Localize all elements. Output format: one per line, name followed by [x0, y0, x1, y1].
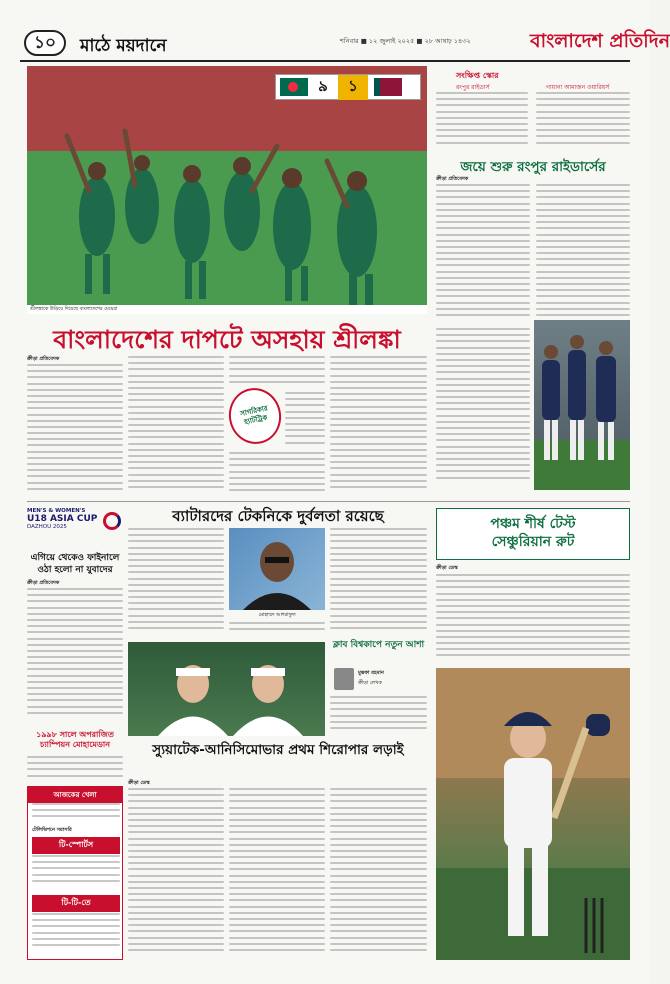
tv-schedule-box	[27, 786, 123, 960]
wimbledon-text-col1	[128, 788, 224, 960]
test-headline-line2: সেঞ্চুরিয়ান রুট	[491, 534, 575, 550]
tv-schedule-2	[32, 913, 120, 957]
author-avatar	[334, 668, 354, 690]
date-line: শনিবার ■ ১২ জুলাই ২০২৫ ■ ২৮ আষাঢ় ১৪৩২	[340, 37, 471, 45]
asia-cup-logo-line3: DAZHOU 2025	[27, 524, 67, 530]
main-text-col1	[27, 364, 123, 498]
wimbledon-headline: স্যুয়াটেক-আনিসিমোভার প্রথম শিরোপার লড়াই	[152, 742, 404, 758]
scoreboard-box	[436, 66, 630, 154]
rangpur-headline: জয়ে শুরু রংপুর রাইডার্সের	[460, 159, 606, 175]
team-b-name: গায়ানা আমাজন ওয়ারিয়র্স	[546, 84, 610, 91]
tv-subtitle: টেলিভিশনে সরাসরি	[32, 827, 72, 833]
tv-channel-2: টি-টি-তে	[32, 895, 120, 912]
club-wc-author-role: ক্রীড়া লেখক	[358, 681, 382, 686]
main-text-col2	[128, 356, 224, 498]
main-photo-caption: শ্রীলঙ্কাকে উড়িয়ে দিয়েছে বাংলাদেশের মেয়েরা	[27, 305, 427, 314]
main-text-col3	[229, 356, 325, 386]
score-away: ১	[338, 75, 368, 100]
club-wc-author: মুস্তফা রহমান	[358, 670, 384, 676]
main-text-col3c	[229, 452, 325, 498]
rangpur-text-col3	[436, 328, 530, 488]
club-wc-headline: ক্লাব বিশ্বকাপে নতুন আশা	[332, 640, 425, 650]
scoreboard-text-a	[436, 92, 528, 148]
test-headline-line1: পঞ্চম শীর্ষ টেস্ট	[490, 516, 576, 532]
archive-headline: ১৯৯৮ সালে অপরাজিত চ্যাম্পিয়ন মোহামেডান	[36, 730, 114, 749]
score-board	[275, 74, 421, 100]
batting-text-col2	[330, 528, 427, 636]
football-celebration-photo	[27, 66, 427, 314]
wimbledon-text-col3	[330, 788, 427, 960]
main-byline: ক্রীড়া প্রতিবেদক	[27, 356, 60, 362]
masthead-logo: বাংলাদেশ প্রতিদিন	[530, 30, 670, 52]
asia-cup-logo-line1: MEN'S & WOMEN'S	[27, 508, 86, 514]
asia-cup-logo-line2: U18 ASIA CUP	[27, 514, 98, 524]
sri-lanka-flag-icon	[374, 78, 402, 96]
wimbledon-text-col2	[229, 788, 325, 960]
test-byline: ক্রীড়া ডেস্ক	[436, 565, 458, 571]
page-number-badge	[24, 30, 66, 56]
batting-text-col3	[229, 622, 325, 636]
cricketers-illustration	[534, 320, 630, 490]
test-text	[436, 574, 630, 664]
players-illustration	[27, 66, 427, 314]
main-text-col3b	[285, 392, 325, 452]
club-wc-text	[330, 696, 427, 736]
header-rule	[20, 60, 630, 62]
asia-cup-emblem-icon	[103, 512, 121, 530]
hattrick-badge	[224, 383, 287, 449]
scoreboard-label: সংক্ষিপ্ত স্কোর	[456, 71, 499, 80]
test-headline-box	[436, 508, 630, 560]
page-header	[20, 24, 670, 62]
score-home: ৯	[318, 76, 328, 95]
section-divider	[27, 501, 630, 502]
tennis-illustration	[128, 642, 325, 736]
rangpur-text-col2	[536, 184, 630, 320]
tv-schedule-1	[32, 855, 120, 891]
cricket-team-photo	[534, 320, 630, 490]
asia-cup-text	[27, 588, 123, 720]
joe-root-photo	[436, 668, 630, 960]
batting-text-col1	[128, 528, 224, 636]
tv-intro-text	[32, 803, 120, 825]
tennis-players-photo	[128, 642, 325, 736]
hattrick-badge-text: সাগরিকার হ্যাটট্রিক	[239, 404, 269, 427]
ashraful-caption: মোহাম্মদ আশরাফুল	[258, 613, 296, 618]
main-text-col4	[330, 356, 427, 498]
batsman-illustration	[436, 668, 630, 960]
asia-cup-byline: ক্রীড়া প্রতিবেদক	[27, 580, 60, 586]
section-title: মাঠে ময়দানে	[80, 36, 167, 56]
asia-cup-logo	[27, 508, 123, 550]
rangpur-byline: ক্রীড়া প্রতিবেদক	[436, 176, 469, 182]
main-headline: বাংলাদেশের দাপটে অসহায় শ্রীলঙ্কা	[53, 325, 401, 354]
page-number: ১০	[33, 33, 57, 53]
asia-cup-headline: এগিয়ে থেকেও ফাইনালে ওঠা হলো না যুবাদের	[30, 553, 120, 575]
wimbledon-byline: ক্রীড়া ডেস্ক	[128, 780, 150, 786]
archive-text	[27, 756, 123, 780]
batting-headline: ব্যাটারদের টেকনিকে দুর্বলতা রয়েছে	[172, 507, 384, 525]
team-a-name: রংপুর রাইডার্স	[456, 84, 490, 91]
ashraful-photo	[229, 528, 325, 610]
rangpur-text-col1	[436, 184, 530, 320]
tv-title: আজকের খেলা	[28, 787, 122, 803]
scoreboard-text-b	[536, 92, 630, 148]
tv-channel-1: টি-স্পোর্টস	[32, 837, 120, 854]
bangladesh-flag-icon	[280, 78, 308, 96]
person-illustration	[229, 528, 325, 610]
